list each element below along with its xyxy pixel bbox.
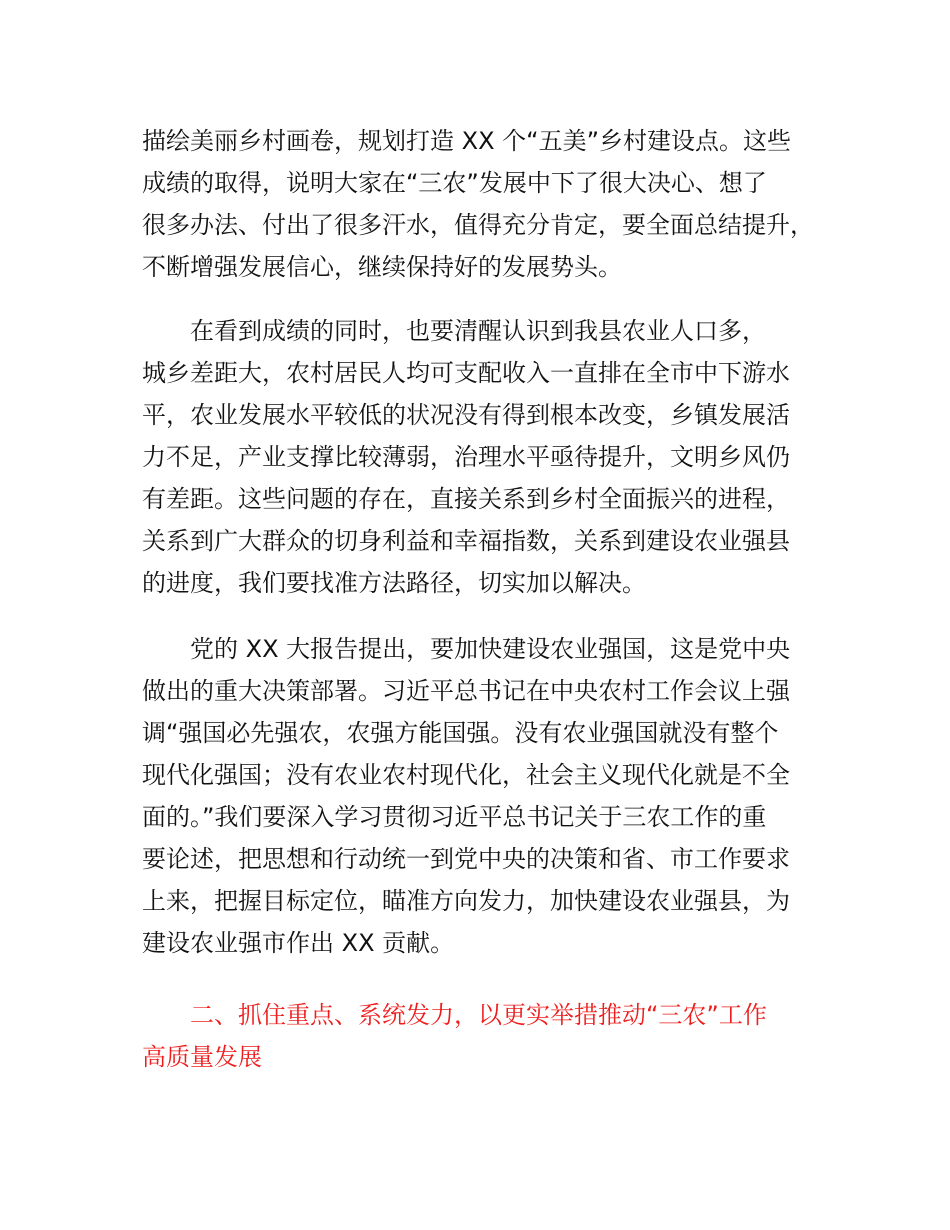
section-heading-line-1: 二、抓住重点、系统发力，以更实举措推动“三农”工作	[190, 1001, 767, 1029]
paragraph-3-line-1: 党的 XX 大报告提出，要加快建设农业强国，这是党中央	[190, 635, 791, 663]
paragraph-2-line-5: 有差距。这些问题的存在，直接关系到乡村全面振兴的进程，	[142, 485, 790, 513]
paragraph-2-line-2: 城乡差距大，农村居民人均可支配收入一直排在全市中下游水	[142, 359, 790, 387]
paragraph-3-line-6: 要论述，把思想和行动统一到党中央的决策和省、市工作要求	[142, 845, 790, 873]
paragraph-3-line-8: 建设农业强市作出 XX 贡献。	[142, 929, 455, 957]
paragraph-3-line-5: 面的。”我们要深入学习贯彻习近平总书记关于三农工作的重	[142, 803, 767, 831]
paragraph-3-line-4: 现代化强国；没有农业农村现代化，社会主义现代化就是不全	[142, 761, 790, 789]
paragraph-2-line-3: 平，农业发展水平较低的状况没有得到根本改变，乡镇发展活	[142, 401, 790, 429]
paragraph-1-line-1: 描绘美丽乡村画卷，规划打造 XX 个“五美”乡村建设点。这些	[142, 127, 792, 155]
section-heading-line-2: 高质量发展	[142, 1043, 262, 1071]
paragraph-2-line-1: 在看到成绩的同时，也要清醒认识到我县农业人口多，	[190, 317, 766, 345]
paragraph-2-line-7: 的进度，我们要找准方法路径，切实加以解决。	[142, 569, 646, 597]
paragraph-1-line-3: 很多办法、付出了很多汗水，值得充分肯定，要全面总结提升，	[142, 211, 814, 239]
paragraph-3-line-3: 调“强国必先强农，农强方能国强。没有农业强国就没有整个	[142, 719, 779, 747]
paragraph-2-line-4: 力不足，产业支撑比较薄弱，治理水平亟待提升，文明乡风仍	[142, 443, 790, 471]
paragraph-1-line-2: 成绩的取得，说明大家在“三农”发展中下了很大决心、想了	[142, 169, 767, 197]
paragraph-1-line-4: 不断增强发展信心，继续保持好的发展势头。	[142, 253, 622, 281]
paragraph-3-line-7: 上来，把握目标定位，瞄准方向发力，加快建设农业强县，为	[142, 887, 790, 915]
paragraph-3-line-2: 做出的重大决策部署。习近平总书记在中央农村工作会议上强	[142, 677, 790, 705]
paragraph-2-line-6: 关系到广大群众的切身利益和幸福指数，关系到建设农业强县	[142, 527, 790, 555]
